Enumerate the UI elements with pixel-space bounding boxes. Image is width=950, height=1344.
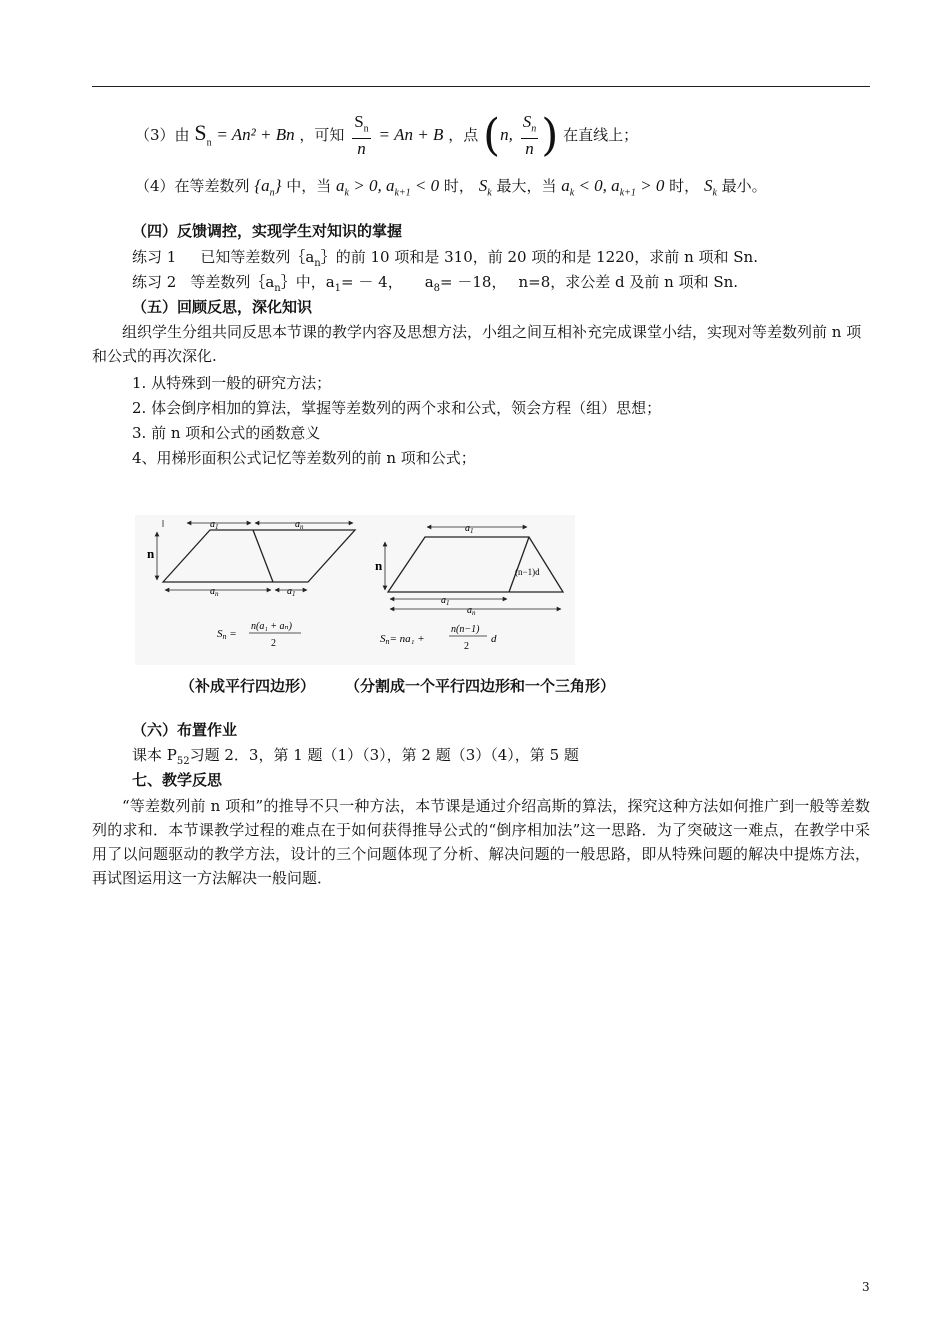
right-top-a1: $a_1$ <box>465 523 474 535</box>
left-top-an: $a_n$ <box>295 519 304 531</box>
right-formula-den: 2 <box>464 641 469 652</box>
item-3-line: （3）由 $S_n = An^2 + Bn$ ，可知 $\frac{S_n}{n}$ = An + B ，点 (n, $\frac{S_n}{n}$ ) 在直线上； <box>135 110 639 161</box>
section-4-heading: （四）反馈调控，实现学生对知识的掌握 <box>132 222 403 240</box>
formula-sn: $S_n$ <box>194 120 212 149</box>
fraction-sn-over-n: $\frac{S_n}{n}$ <box>354 111 369 159</box>
left-formula-den: 2 <box>271 638 276 649</box>
left-formula-lhs: Sn = <box>217 628 237 641</box>
figure-caption-left: （补成平行四边形） <box>180 677 316 695</box>
section-5-heading: （五）回顾反思，深化知识 <box>132 298 313 316</box>
left-formula-num: n(a₁ + aₙ) <box>251 621 292 632</box>
section-6-heading: （六）布置作业 <box>132 721 238 739</box>
right-formula-d: d <box>491 633 497 645</box>
section-7-heading: 七、教学反思 <box>132 771 223 789</box>
page-number: 3 <box>862 1280 870 1294</box>
reflection-paragraph: “等差数列前 n 项和”的推导不只一种方法，本节课是通过介绍高斯的算法，探究这种方法如何推广到一般等差数列的求和．本节课教学过程的难点在于如何获得推导公式的“倒序相加法”这一思路．为了突破这一难点，在教学中采用了以问题驱动的教学方法，设计的三个问题体现了分析、解决问题的一般思路，即从特殊问题的解决中提炼方法，再试图运用这一方法解决一般问题． <box>92 797 870 887</box>
left-top-a1: $a_1$ <box>210 519 219 531</box>
trapezoid-figure <box>135 515 575 665</box>
summary-item-3: 3. 前 n 项和公式的函数意义 <box>132 424 321 442</box>
point-fraction: $\frac{S_n}{n}$ <box>522 111 537 159</box>
summary-item-4: 4、用梯形面积公式记忆等差数列的前 n 项和公式； <box>132 449 476 467</box>
left-bottom-an: $a_n$ <box>210 586 219 598</box>
right-triangle-label: (n−1)d <box>515 567 540 577</box>
header-rule <box>92 86 870 87</box>
item-4-line: （4）在等差数列 $\{a_n\}$ 中，当 $a_k > 0$, $a_{k+1} < 0$ 时， $S_k$ 最大，当 $a_k < 0$, $a_{k+1} > 0$ 时， $S_k$ 最小。 <box>135 176 767 199</box>
right-bottom-an: $a_n$ <box>467 605 476 617</box>
exercise-2: 练习 2 等差数列$\{a_n\}$中，$a_1= - 4$， $a_8= -18$， n=8，求公差 d 及前 n 项和 Sn. <box>132 273 739 294</box>
right-formula-lhs: Sn= na₁ + <box>380 633 425 646</box>
left-height: n <box>147 546 155 561</box>
exercise-1: 练习 1 已知等差数列$\{a_n\}$的前 10 项和是 310，前 20 项的和是 1220，求前 n 项和 Sn. <box>132 248 758 269</box>
section-5-paragraph: 组织学生分组共同反思本节课的教学内容及思想方法，小组之间互相补充完成课堂小结，实现对等差数列前 n 项和公式的再次深化. <box>92 323 862 365</box>
summary-item-2: 2. 体会倒序相加的算法，掌握等差数列的两个求和公式，领会方程（组）思想； <box>132 399 662 417</box>
right-bottom-a1: $a_1$ <box>441 595 450 607</box>
homework-line: 课本 $P_{52}$习题 2．3，第 1 题（1）（3），第 2 题（3）（4），第 5 题 <box>132 746 579 767</box>
left-bottom-a1: $a_1$ <box>287 586 296 598</box>
right-height: n <box>375 558 383 573</box>
figure-caption-right: （分割成一个平行四边形和一个三角形） <box>345 677 616 695</box>
summary-item-1: 1. 从特殊到一般的研究方法； <box>132 374 332 392</box>
right-formula-num: n(n−1) <box>451 624 480 635</box>
